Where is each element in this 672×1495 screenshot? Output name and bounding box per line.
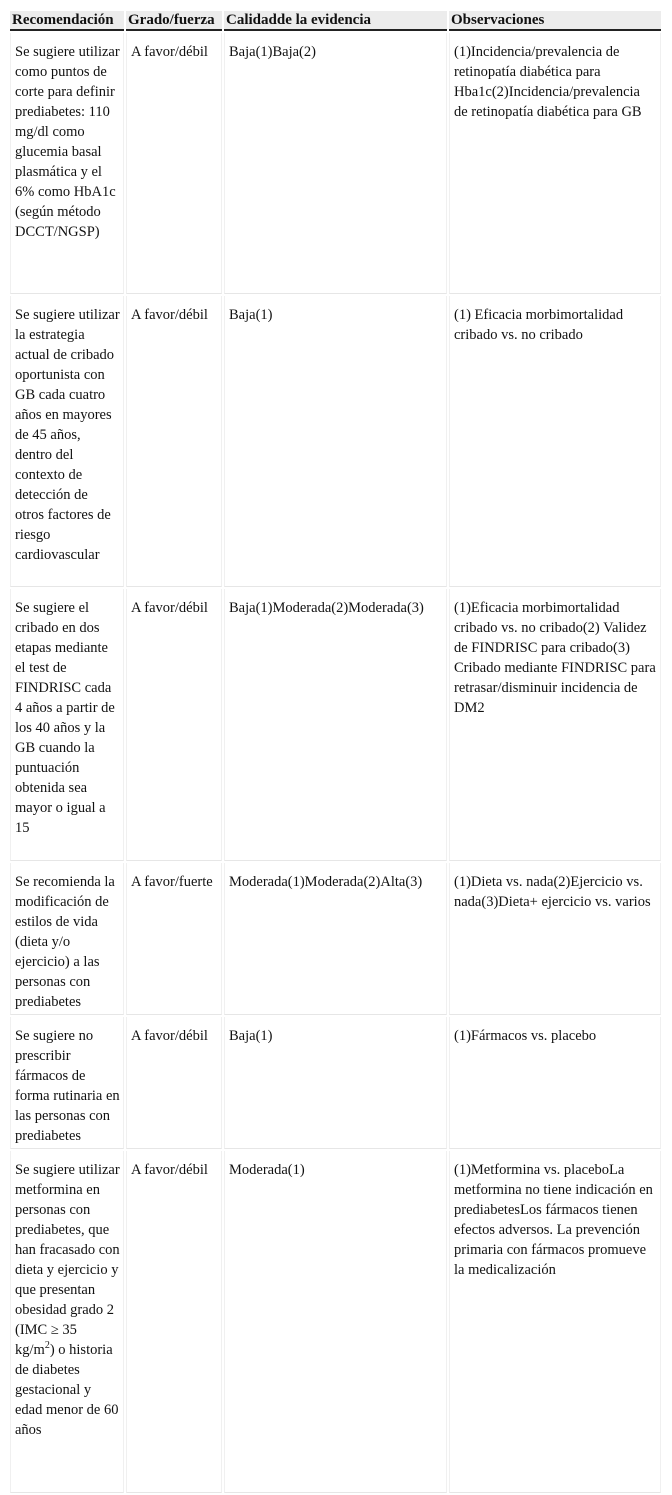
cell-recommendation: Se sugiere no prescribir fármacos de forma rutinaria en las personas con prediabetes <box>10 1017 124 1149</box>
recommendation-text-before: Se sugiere utilizar metformina en personas con prediabetes, que han fracasado con dieta y ejercicio y que presentan obesidad grado 2 (IMC ≥ 35 kg/m <box>15 1162 120 1358</box>
cell-grade: A favor/débil <box>126 33 222 294</box>
table-row <box>10 863 661 1015</box>
superscript-2: 2 <box>44 1340 50 1352</box>
cell-observations: (1)Metformina vs. placeboLa metformina no tiene indicación en prediabetesLos fármacos tienen efectos adversos. La prevención primaria con fármacos promueve la medicalización <box>449 1151 661 1493</box>
cell-evidence-quality: Baja(1)Baja(2) <box>224 33 447 294</box>
cell-grade: A favor/débil <box>126 1017 222 1149</box>
cell-observations: (1)Fármacos vs. placebo <box>449 1017 661 1149</box>
table-header <box>10 11 661 31</box>
recommendation-text-after: ) o historia de diabetes gestacional y edad menor de 60 años <box>15 1342 119 1438</box>
table-row <box>10 1151 661 1493</box>
recommendations-table <box>8 9 663 1495</box>
cell-observations: (1)Incidencia/prevalencia de retinopatía diabética para Hba1c(2)Incidencia/prevalencia de retinopatía diabética para GB <box>449 33 661 294</box>
cell-evidence-quality: Moderada(1) <box>224 1151 447 1493</box>
cell-recommendation: Se recomienda la modificación de estilos de vida (dieta y/o ejercicio) a las personas con prediabetes <box>10 863 124 1015</box>
header-recommendation: Recomendación <box>10 11 124 31</box>
table-row <box>10 296 661 587</box>
header-observations: Observaciones <box>449 11 661 31</box>
table-row <box>10 1017 661 1149</box>
cell-recommendation: Se sugiere el cribado en dos etapas mediante el test de FINDRISC cada 4 años a partir de los 40 años y la GB cuando la puntuación obtenida sea mayor o igual a 15 <box>10 589 124 861</box>
cell-evidence-quality: Baja(1)Moderada(2)Moderada(3) <box>224 589 447 861</box>
recommendations-table-container <box>10 9 661 1495</box>
cell-evidence-quality: Moderada(1)Moderada(2)Alta(3) <box>224 863 447 1015</box>
cell-grade: A favor/débil <box>126 589 222 861</box>
cell-grade: A favor/débil <box>126 1151 222 1493</box>
cell-observations: (1) Eficacia morbimortalidad cribado vs. no cribado <box>449 296 661 587</box>
cell-grade: A favor/débil <box>126 296 222 587</box>
cell-observations: (1)Eficacia morbimortalidad cribado vs. no cribado(2) Validez de FINDRISC para cribado(3) Cribado mediante FINDRISC para retrasar/disminuir incidencia de DM2 <box>449 589 661 861</box>
table-row <box>10 589 661 861</box>
header-grade: Grado/fuerza <box>126 11 222 31</box>
header-row <box>10 11 661 31</box>
table-body <box>10 33 661 1493</box>
cell-recommendation: Se sugiere utilizar la estrategia actual de cribado oportunista con GB cada cuatro años en mayores de 45 años, dentro del contexto de detección de otros factores de riesgo cardiovascular <box>10 296 124 587</box>
cell-recommendation <box>10 1151 124 1493</box>
cell-evidence-quality: Baja(1) <box>224 296 447 587</box>
cell-evidence-quality: Baja(1) <box>224 1017 447 1149</box>
cell-grade: A favor/fuerte <box>126 863 222 1015</box>
cell-observations: (1)Dieta vs. nada(2)Ejercicio vs. nada(3)Dieta+ ejercicio vs. varios <box>449 863 661 1015</box>
cell-recommendation: Se sugiere utilizar como puntos de corte para definir prediabetes: 110 mg/dl como glucemia basal plasmática y el 6% como HbA1c (según método DCCT/NGSP) <box>10 33 124 294</box>
header-evidence-quality: Calidadde la evidencia <box>224 11 447 31</box>
table-row <box>10 33 661 294</box>
